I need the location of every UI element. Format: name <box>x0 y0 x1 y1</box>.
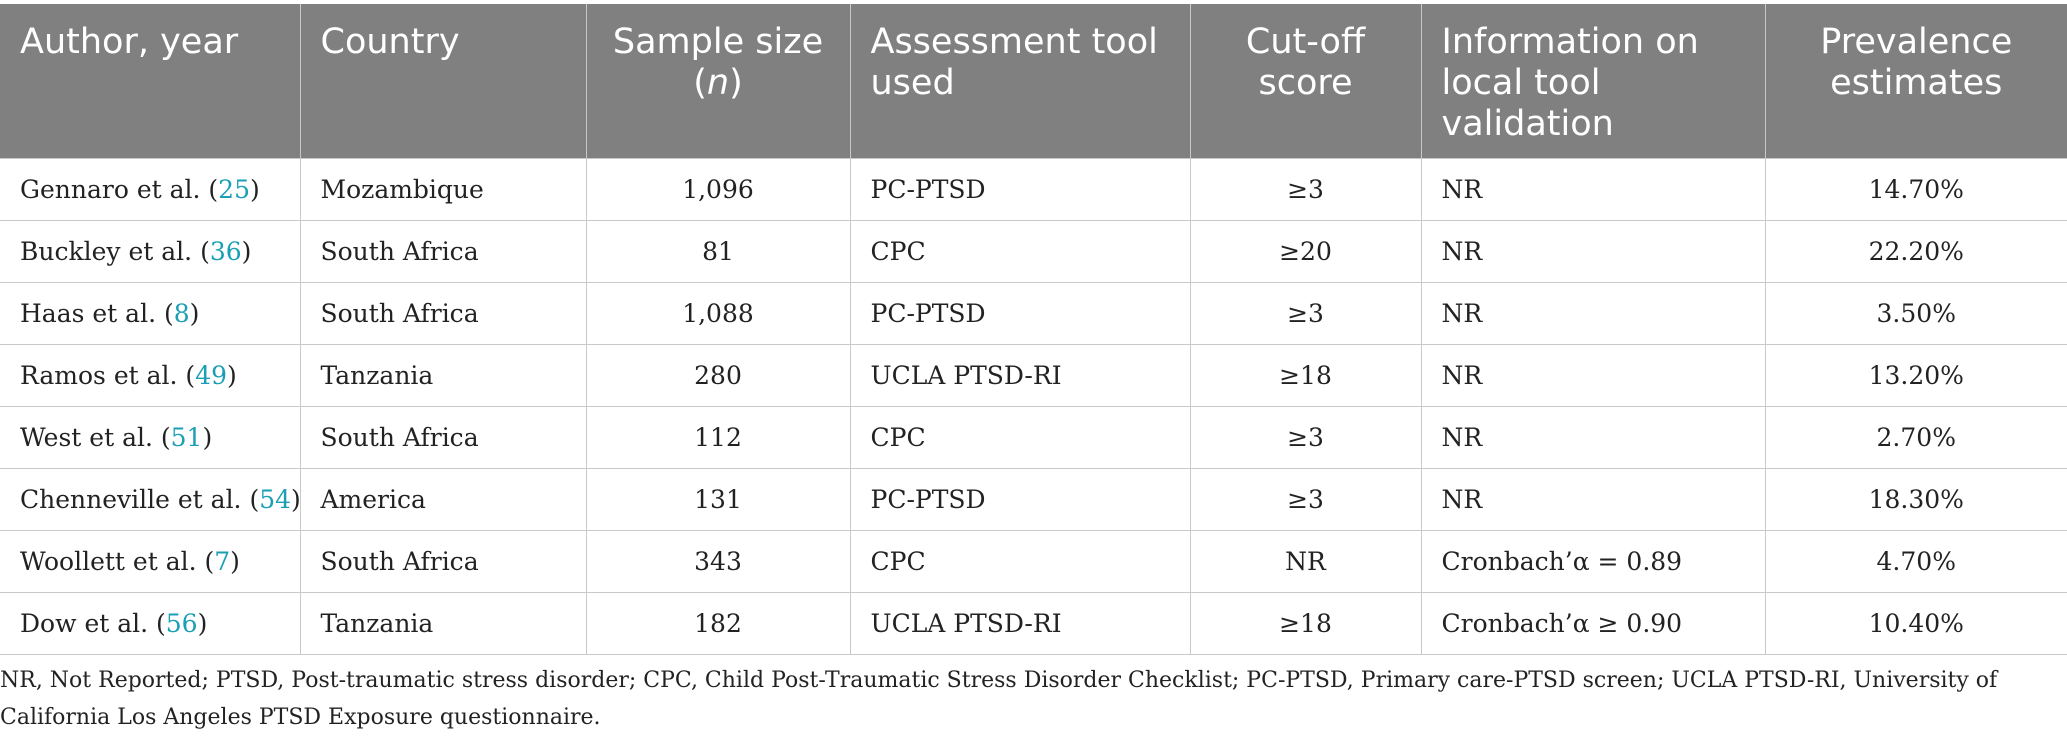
cell-sample-size: 343 <box>586 530 850 592</box>
reference-link[interactable]: 51 <box>170 422 203 452</box>
header-cutoff: Cut-off score <box>1190 4 1421 158</box>
table-row <box>0 220 2067 282</box>
cell-prevalence: 14.70% <box>1765 158 2067 220</box>
cell-country: South Africa <box>300 406 586 468</box>
header-validation: Information on local tool validation <box>1421 4 1765 158</box>
table-row <box>0 530 2067 592</box>
author-name: Buckley et al. <box>20 236 193 266</box>
cell-cutoff: ≥18 <box>1190 344 1421 406</box>
cell-cutoff: ≥20 <box>1190 220 1421 282</box>
cell-author: Haas et al. (8) <box>0 282 300 344</box>
cell-validation: NR <box>1421 468 1765 530</box>
reference-link[interactable]: 56 <box>165 608 198 638</box>
cell-validation: Cronbach’α = 0.89 <box>1421 530 1765 592</box>
table-header <box>0 4 2067 158</box>
cell-author: Gennaro et al. (25) <box>0 158 300 220</box>
studies-table <box>0 4 2067 655</box>
cell-prevalence: 4.70% <box>1765 530 2067 592</box>
cell-sample-size: 182 <box>586 592 850 654</box>
reference-link[interactable]: 25 <box>218 174 250 204</box>
cell-tool: UCLA PTSD-RI <box>850 344 1190 406</box>
cell-tool: PC-PTSD <box>850 158 1190 220</box>
header-author: Author, year <box>0 4 300 158</box>
author-name: West et al. <box>20 422 153 452</box>
table-body <box>0 158 2067 654</box>
cell-cutoff: ≥18 <box>1190 592 1421 654</box>
cell-sample-size: 112 <box>586 406 850 468</box>
header-sample-size: Sample size (n) <box>586 4 850 158</box>
cell-tool: PC-PTSD <box>850 468 1190 530</box>
table-row <box>0 406 2067 468</box>
author-name: Chenneville et al. <box>20 484 242 514</box>
cell-author: Buckley et al. (36) <box>0 220 300 282</box>
cell-prevalence: 3.50% <box>1765 282 2067 344</box>
reference-link[interactable]: 7 <box>214 546 231 576</box>
cell-validation: NR <box>1421 220 1765 282</box>
cell-country: Tanzania <box>300 344 586 406</box>
cell-tool: CPC <box>850 220 1190 282</box>
reference-link[interactable]: 8 <box>173 298 190 328</box>
cell-author: Dow et al. (56) <box>0 592 300 654</box>
cell-tool: CPC <box>850 406 1190 468</box>
cell-prevalence: 10.40% <box>1765 592 2067 654</box>
cell-prevalence: 18.30% <box>1765 468 2067 530</box>
author-name: Woollett et al. <box>20 546 197 576</box>
table-footnote: NR, Not Reported; PTSD, Post-traumatic stress disorder; CPC, Child Post-Traumatic Stress Disorder Checklist; PC-PTSD, Primary care-PTSD screen; UCLA PTSD-RI, University of California Los Angeles PTSD Exposure questionnaire. <box>0 668 1998 730</box>
cell-tool: UCLA PTSD-RI <box>850 592 1190 654</box>
cell-validation: NR <box>1421 344 1765 406</box>
table-row <box>0 158 2067 220</box>
cell-country: South Africa <box>300 530 586 592</box>
table-row <box>0 592 2067 654</box>
header-country: Country <box>300 4 586 158</box>
header-prevalence: Prevalence estimates <box>1765 4 2067 158</box>
cell-cutoff: ≥3 <box>1190 158 1421 220</box>
cell-validation: NR <box>1421 158 1765 220</box>
cell-validation: Cronbach’α ≥ 0.90 <box>1421 592 1765 654</box>
cell-prevalence: 13.20% <box>1765 344 2067 406</box>
reference-link[interactable]: 49 <box>195 360 227 390</box>
cell-cutoff: ≥3 <box>1190 468 1421 530</box>
reference-link[interactable]: 54 <box>259 484 292 514</box>
cell-prevalence: 22.20% <box>1765 220 2067 282</box>
cell-country: Mozambique <box>300 158 586 220</box>
cell-country: America <box>300 468 586 530</box>
cell-sample-size: 131 <box>586 468 850 530</box>
author-name: Haas et al. <box>20 298 157 328</box>
cell-sample-size: 280 <box>586 344 850 406</box>
cell-sample-size: 81 <box>586 220 850 282</box>
cell-author: Woollett et al. (7) <box>0 530 300 592</box>
cell-cutoff: NR <box>1190 530 1421 592</box>
author-name: Gennaro et al. <box>20 174 201 204</box>
cell-sample-size: 1,096 <box>586 158 850 220</box>
cell-country: Tanzania <box>300 592 586 654</box>
cell-author: West et al. (51) <box>0 406 300 468</box>
table-row <box>0 344 2067 406</box>
cell-country: South Africa <box>300 220 586 282</box>
author-name: Dow et al. <box>20 608 149 638</box>
cell-sample-size: 1,088 <box>586 282 850 344</box>
cell-author: Ramos et al. (49) <box>0 344 300 406</box>
header-sample-size-symbol: n <box>706 63 730 103</box>
reference-link[interactable]: 36 <box>209 236 242 266</box>
header-tool: Assessment tool used <box>850 4 1190 158</box>
cell-tool: PC-PTSD <box>850 282 1190 344</box>
cell-author: Chenneville et al. (54) <box>0 468 300 530</box>
author-name: Ramos et al. <box>20 360 178 390</box>
header-sample-size-label: Sample size <box>612 22 824 62</box>
cell-tool: CPC <box>850 530 1190 592</box>
cell-validation: NR <box>1421 282 1765 344</box>
cell-cutoff: ≥3 <box>1190 282 1421 344</box>
header-row <box>0 4 2067 158</box>
cell-country: South Africa <box>300 282 586 344</box>
table-row <box>0 468 2067 530</box>
cell-cutoff: ≥3 <box>1190 406 1421 468</box>
cell-validation: NR <box>1421 406 1765 468</box>
table-row <box>0 282 2067 344</box>
cell-prevalence: 2.70% <box>1765 406 2067 468</box>
